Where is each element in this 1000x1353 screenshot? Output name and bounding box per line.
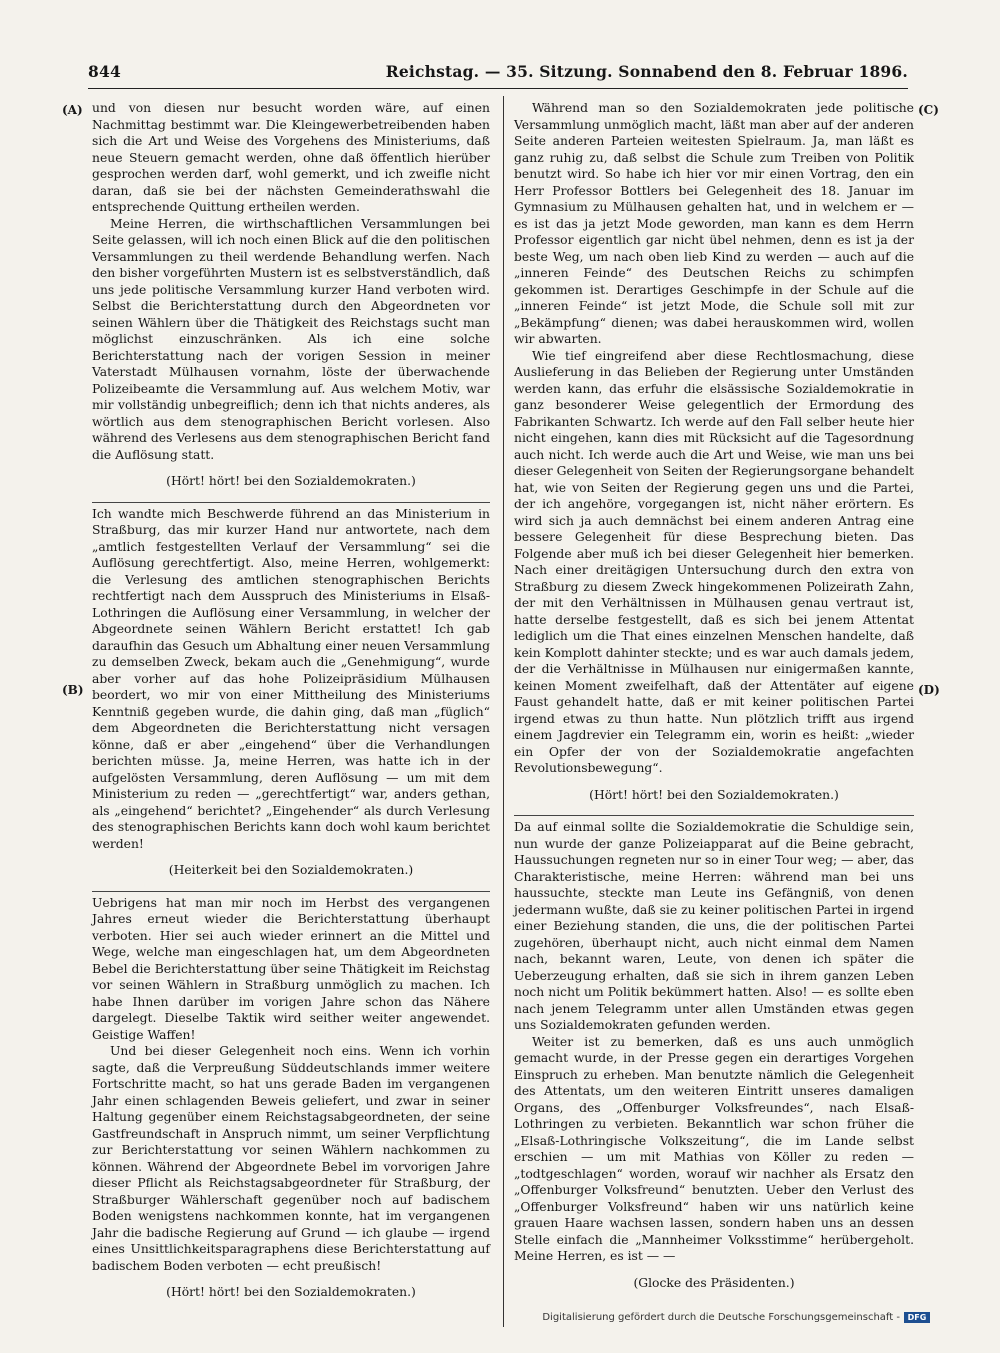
column-divider [503,96,504,1327]
page-number: 844 [88,62,121,81]
digitization-credit [542,1312,930,1323]
paragraph: Meine Herren, die wirthschaftlichen Versammlungen bei Seite gelassen, will ich noch einen Blick auf die den politischen Versammlungen zu theil werdende Behandlung werfen. Nach den bisher vorgeführten Mustern ist es selbstverständlich, daß uns jede politische Versammlung kurzer Hand verboten wird. Selbst die Berichterstattung durch den Abgeordneten vor seinen Wählern über die Thätigkeit des Reichstags sucht man möglichst einzuschränken. Als ich eine solche Berichterstattung nach der vorigen Session in meiner Vaterstadt Mülhausen vornahm, löste der überwachende Polizeibeamte die Versammlung auf. Aus welchem Motiv, war mir vollständig unbegreiflich; denn ich that nichts anderes, als wörtlich aus dem stenographischen Bericht vorlesen. Also während des Verlesens aus dem stenographischen Bericht fand die Auflösung statt. [92,216,490,462]
paragraph: Da auf einmal sollte die Sozialdemokratie die Schuldige sein, nun wurde der ganze Polizeiapparat auf die Beine gebracht, Haussuchungen regneten nur so in einer Tour weg; — aber, das Charakteristische, meine Herren: während man bei uns haussuchte, steckte man Leute ins Gefängniß, von denen jedermann wußte, daß sie zu keiner politischen Partei in irgend einer Beziehung standen, die uns, die der politischen Partei zugehören, überhaupt nicht, auch nicht einmal dem Namen nach, bekannt waren, Leute, von denen ich später die Ueberzeugung erhalten, daß sie sich in ihrem ganzen Leben noch nicht um Politik bekümmert hatten. Also! — es sollte eben nach jenem Telegramm unter allen Umständen etwas gegen uns Sozialdemokraten gefunden werden. [514,815,914,1034]
interjection: (Hört! hört! bei den Sozialdemokraten.) [166,474,416,488]
paragraph: Und bei dieser Gelegenheit noch eins. Wenn ich vorhin sagte, daß die Verpreußung Süddeutschlands immer weitere Fortschritte macht, so hat uns gerade Baden im vergangenen Jahr einen schlagenden Beweis geliefert, und zwar in seiner Haltung gegenüber einem Reichstagsabgeordneten, der seine Gastfreundschaft in Anspruch nimmt, um seiner Verpflichtung zur Berichterstattung vor seinen Wählern nachkommen zu können. Während der Abgeordnete Bebel im vorvorigen Jahre dieser Pflicht als Reichstagsabgeordneter für Straßburg, der Straßburger Wählerschaft gegenüber noch auf badischem Boden wenigstens nachkommen konnte, hat im vergangenen Jahr die badische Regierung auf Grund — ich glaube — irgend eines Unsittlichkeitsparagraphens diese Berichterstattung auf badischem Boden verboten — echt preußisch! [92,1044,490,1273]
paragraph: Während man so den Sozialdemokraten jede politische Versammlung unmöglich macht, läßt man aber auf der anderen Seite anderen Parteien weitesten Spielraum. Ja, man läßt es ganz ruhig zu, daß selbst die Schule zum Treiben von Politik benutzt wird. So habe ich hier vor mir einen Vortrag, den ein Herr Professor Bottlers bei Gelegenheit des 18. Januar im Gymnasium zu Mülhausen gehalten hat, und in welchem er — es ist das ja jetzt Mode geworden, man kann es dem Herrn Professor eigentlich gar nicht übel nehmen, denn es ist ja der beste Weg, um nach oben lieb Kind zu werden — auch auf die „inneren Feinde“ des Deutschen Reichs zu schimpfen gekommen ist. Derartiges Geschimpfe in der Schule auf die „inneren Feinde“ ist jetzt Mode, die Schule soll mit zur „Bekämpfung“ dienen; was dabei herauskommen wird, wollen wir abwarten. [514,101,914,346]
paragraph: Ich wandte mich Beschwerde führend an das Ministerium in Straßburg, das mir kurzer Hand nur antwortete, nach dem „amtlich festgestellten Verlauf der Versammlung“ sei die Auflösung gerechtfertigt. Also, meine Herren, wohlgemerkt: die Verlesung des amtlichen stenographischen Berichts rechtfertigt nach dem Ausspruch des Ministeriums in Elsaß-Lothringen die Auflösung einer Versammlung, in welcher der Abgeordnete seinen Wählern Bericht erstattet! Ich gab daraufhin das Gesuch um Abhaltung einer neuen Versammlung zu demselben Zweck, bekam auch die „Genehmigung“, wurde aber vorher auf das hohe Polizeipräsidium Mülhausen beordert, wo mir von einer Mittheilung des Ministeriums Kenntniß gegeben wurde, die dahin ging, daß man „füglich“ dem Abgeordneten die Berichterstattung nicht versagen könne, daß er aber „eingehend“ über die Verhandlungen berichten müsse. Ja, meine Herren, was hatte ich in der aufgelösten Versammlung, deren Auflösung — um mit dem Ministerium zu reden — „gerechtfertigt“ war, anders gethan, als „eingehend“ berichtet? „Eingehender“ als durch Verlesung des stenographischen Berichts kann doch wohl kaum berichtet werden! [92,502,490,853]
interjection: (Hört! hört! bei den Sozialdemokraten.) [166,1285,416,1299]
paragraph: Wie tief eingreifend aber diese Rechtlosmachung, diese Auslieferung in das Belieben der Regierung unter Umständen werden kann, das erfuhr die elsässische Sozialdemokratie in ganz besonderer Weise gelegentlich der Ermordung des Fabrikanten Schwartz. Ich werde auf den Fall selber heute hier nicht eingehen, kann dies mit Rücksicht auf die Tagesordnung auch nicht. Ich werde auch die Art und Weise, wie man uns bei dieser Gelegenheit von Seiten der Regierungsorgane behandelt hat, wie von Seiten der Regierung gegen uns und die Partei, der ich angehöre, vorgegangen ist, nicht näher erörtern. Es wird sich ja auch demnächst bei einem anderen Antrag eine bessere Gelegenheit für diese Besprechung bieten. Das Folgende aber muß ich bei dieser Gelegenheit hier bemerken. Nach einer dreitägigen Untersuchung durch den extra von Straßburg zu diesem Zweck hingekommenen Polizeirath Zahn, der mit den Verhältnissen in Mülhausen genau vertraut ist, hatte derselbe festgestellt, daß es sich bei jenem Attentat lediglich um die That eines einzelnen Menschen handelte, daß kein Komplott dahinter steckte; und es war auch damals jedem, der die Verhältnisse in Mülhausen nur einigermaßen kannte, keinen Moment zweifelhaft, daß der Attentäter auf eigene Faust gehandelt hatte, daß er mit keiner politischen Partei irgend etwas zu thun hatte. Nun plötzlich trifft aus irgend einem Jagdrevier ein Telegramm ein, worin es heißt: „wieder ein Opfer der von der Sozialdemokratie angefachten Revolutionsbewegung“. [514,348,914,775]
paragraph: Uebrigens hat man mir noch im Herbst des vergangenen Jahres erneut wieder die Berichterstattung überhaupt verboten. Hier sei auch wieder erinnert an die Mittel und Wege, welche man eingeschlagen hat, um dem Abgeordneten Bebel die Berichterstattung über seine Thätigkeit im Reichstag vor seinen Wählern in Straßburg unmöglich zu machen. Ich habe Ihnen darüber im vorigen Jahre schon das Nähere dargelegt. Dieselbe Taktik wird seither weiter angewendet. Geistige Waffen! [92,891,490,1044]
credit-text: Digitalisierung gefördert durch die Deutsche Forschungsgemeinschaft - [542,1312,900,1323]
left-column [92,100,490,1313]
margin-marker-a: (A) [62,103,83,117]
dfg-logo-icon: DFG [904,1312,930,1323]
interjection: (Glocke des Präsidenten.) [633,1275,795,1290]
paragraph: und von diesen nur besucht worden wäre, auf einen Nachmittag bestimmt war. Die Kleingewerbetreibenden haben sich die Art und Weise des Vorgehens des Ministeriums, daß neue Steuern gemacht werden, ohne daß öffentlich hierüber gesprochen werden darf, wohl gemerkt, und ich zweifle nicht daran, daß sie bei der nächsten Gemeinderathswahl die entsprechende Quittung ertheilen werden. [92,101,490,214]
margin-marker-c: (C) [918,103,939,117]
right-column [514,100,914,1303]
running-head: Reichstag. — 35. Sitzung. Sonnabend den 8. Februar 1896. [385,62,908,81]
margin-marker-b: (B) [62,683,84,697]
paragraph: Weiter ist zu bemerken, daß es uns auch unmöglich gemacht wurde, in der Presse gegen ein derartiges Vorgehen Einspruch zu erheben. Man benutzte nämlich die Gelegenheit des Attentats, um den weiteren Eintritt unseres damaligen Organs, des „Offenburger Volksfreundes“, nach Elsaß-Lothringen zu verbieten. Bekanntlich war schon früher die „Elsaß-Lothringische Volkszeitung“, die im Lande selbst erschien — um mit Mathias von Köller zu reden — „todtgeschlagen“ worden, worauf wir nachher als Ersatz den „Offenburger Volksfreund“ benutzten. Ueber den Verlust des „Offenburger Volksfreund“ haben wir uns natürlich keine grauen Haare wachsen lassen, sondern haben uns an dessen Stelle einfach die „Mannheimer Volksstimme“ herübergeholt. Meine Herren, es ist — — [514,1034,914,1263]
running-header [88,62,908,89]
margin-marker-d: (D) [918,683,940,697]
interjection: (Heiterkeit bei den Sozialdemokraten.) [168,863,414,877]
interjection: (Hört! hört! bei den Sozialdemokraten.) [589,787,839,802]
